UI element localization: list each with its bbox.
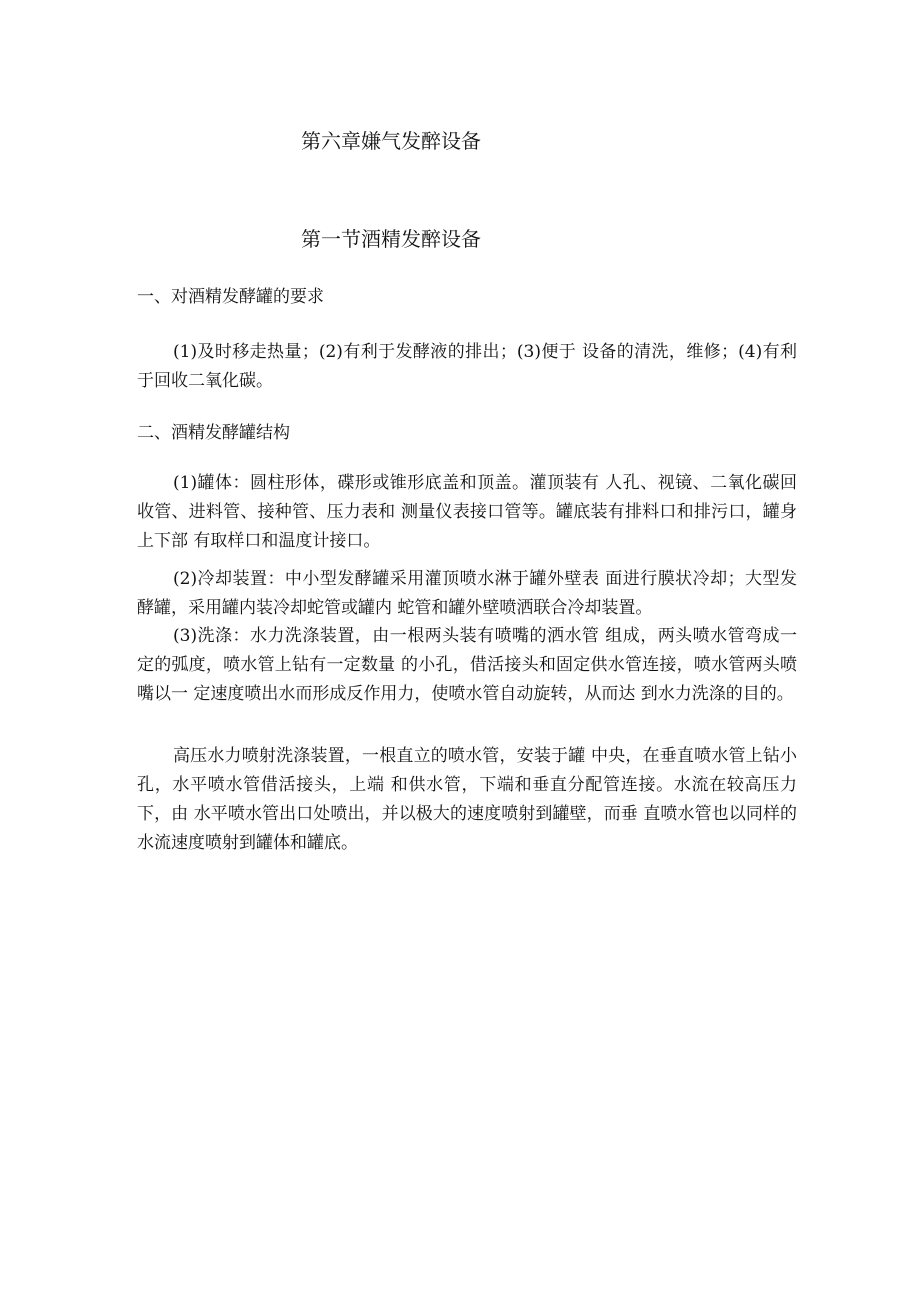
paragraph-cooling-device: (2)冷却装置：中小型发酵罐采用灌顶喷水淋于罐外壁表 面进行膜状冷却；大型发酵罐，采用罐内装冷却蛇管或罐内 蛇管和罐外壁喷洒联合冷却装置。 [137, 569, 797, 618]
heading-requirements: 一、对酒精发酵罐的要求 [137, 287, 324, 307]
paragraph-tank-body: (1)罐体：圆柱形体，碟形或锥形底盖和顶盖。灌顶装有 人孔、视镜、二氧化碳回收管、进料管、接种管、压力表和 测量仪表接口管等。罐底装有排料口和排污口，罐身上下部 有取样口和温度计接口。 [137, 473, 797, 551]
paragraph-high-pressure-washing: 高压水力喷射洗涤装置，一根直立的喷水管，安装于罐 中央，在垂直喷水管上钻小孔，水平喷水管借活接头，上端 和供水管，下端和垂直分配管连接。水流在较高压力下，由 水平喷水管出口处喷出，并以极大的速度喷射到罐壁，而垂 直喷水管也以同样的水流速度喷射到罐体和罐底。 [137, 746, 797, 853]
section-title: 第一节酒精发醉设备 [301, 227, 481, 251]
heading-structure: 二、酒精发酵罐结构 [137, 423, 290, 443]
chapter-title: 第六章嫌气发醉设备 [301, 129, 481, 153]
paragraph-washing: (3)洗涤：水力洗涤装置，由一根两头装有喷嘴的洒水管 组成，两头喷水管弯成一定的弧度，喷水管上钻有一定数量 的小孔，借活接头和固定供水管连接，喷水管两头喷嘴以一 定速度喷出水而形成反作用力，使喷水管自动旋转，从而达 到水力洗涤的目的。 [137, 626, 797, 704]
requirements-paragraph: (1)及时移走热量；(2)有利于发酵液的排出；(3)便于 设备的清洗，维修；(4)有利于回收二氧化碳。 [137, 342, 797, 391]
